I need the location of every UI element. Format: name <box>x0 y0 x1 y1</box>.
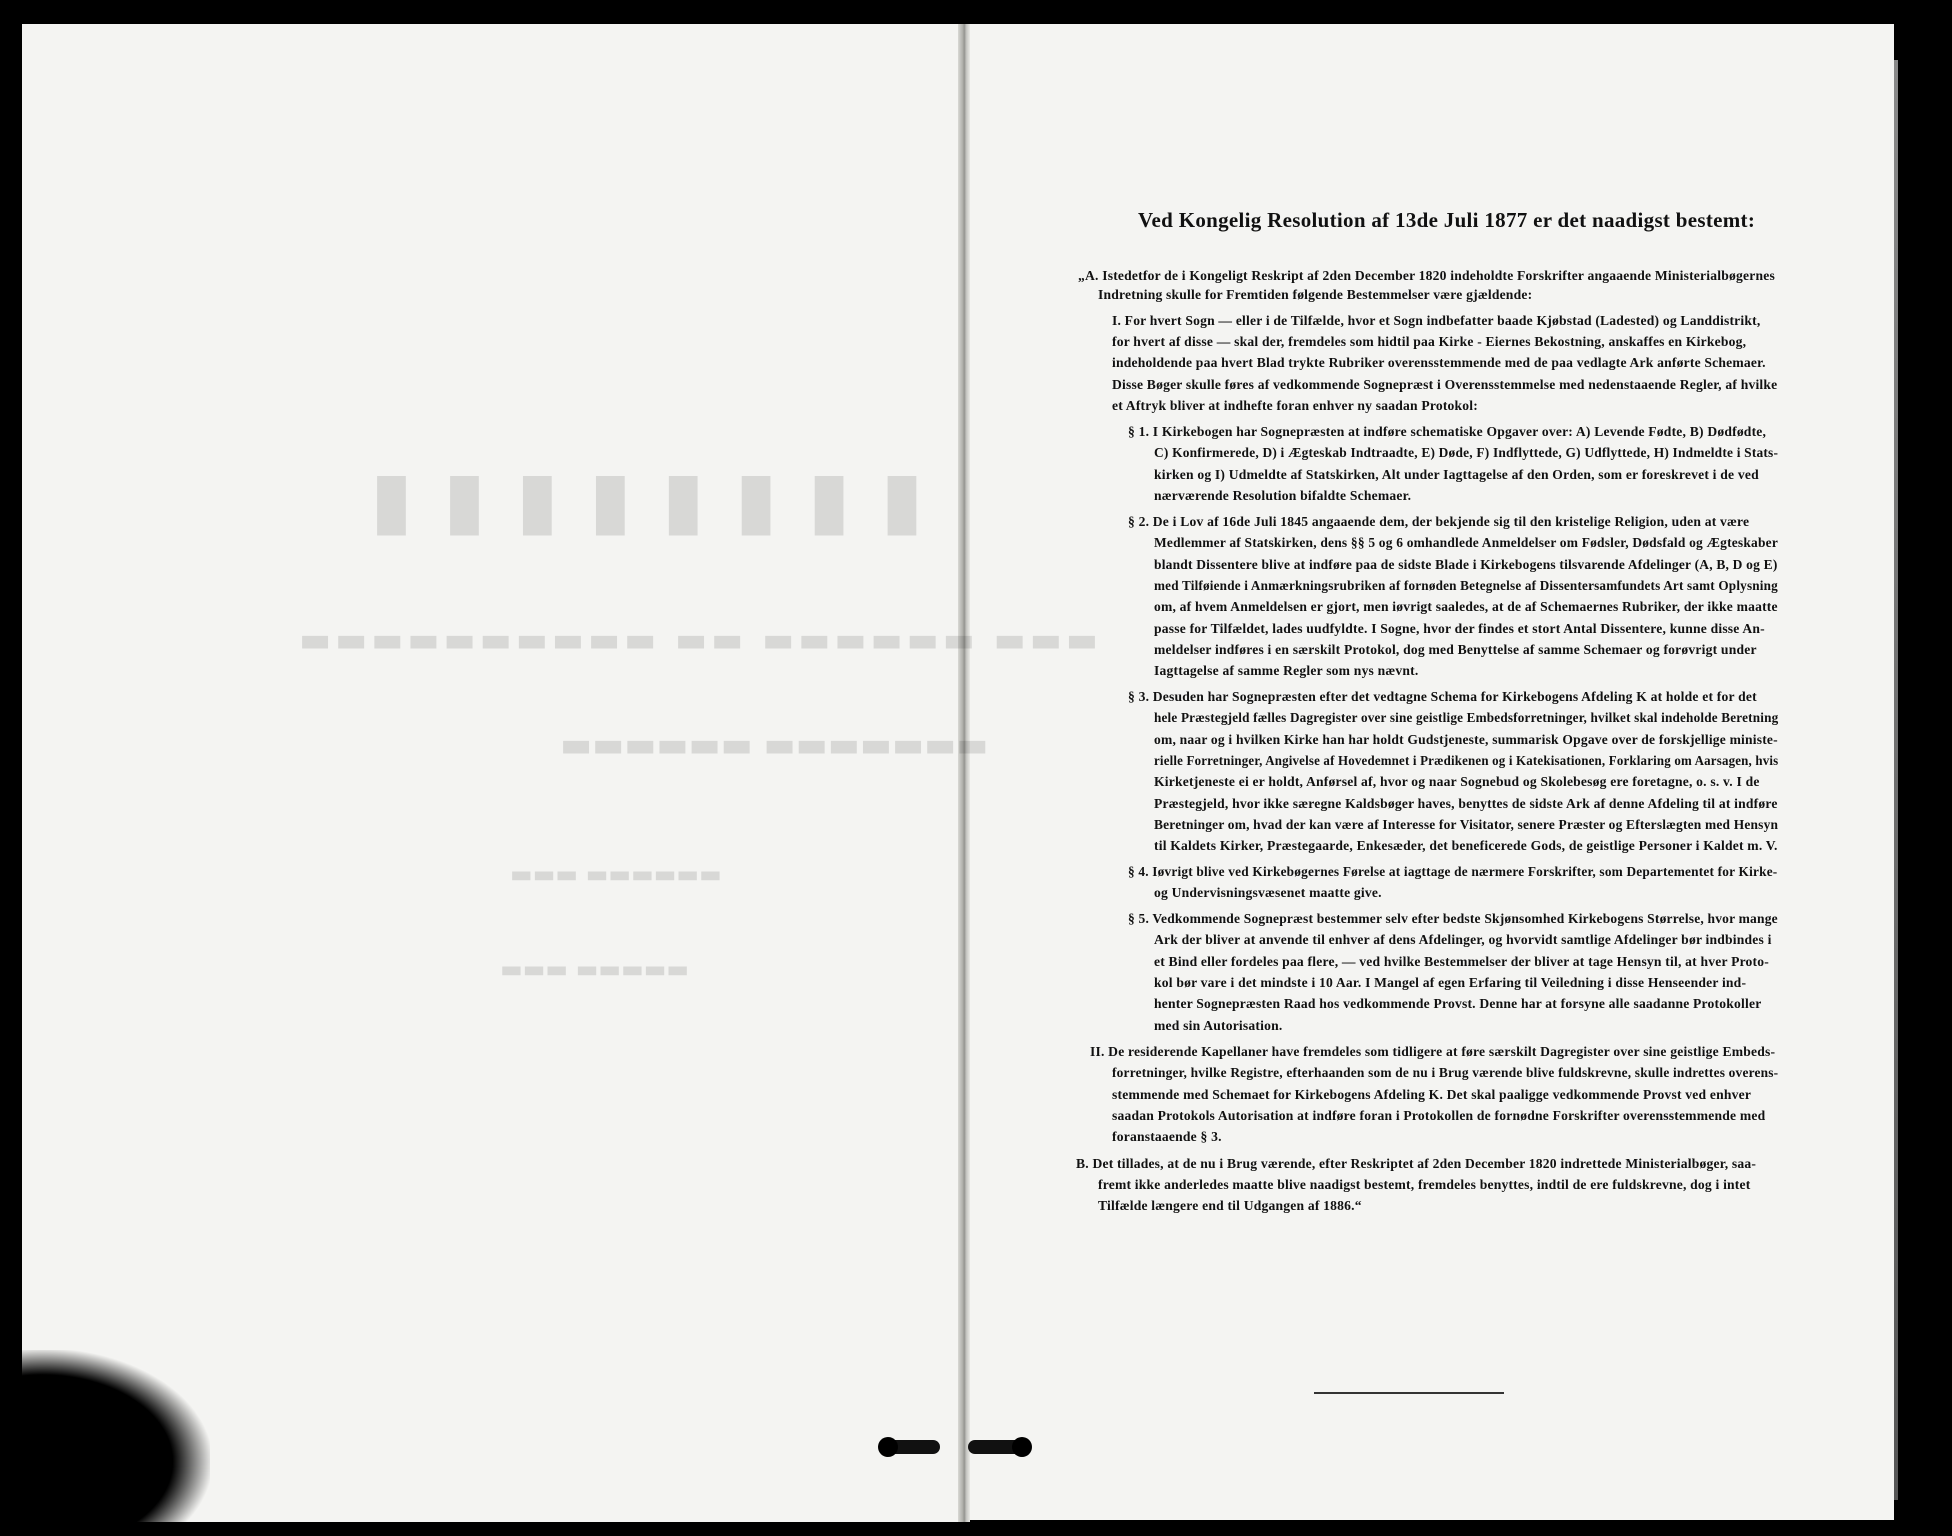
text-line: § 4. Iøvrigt blive ved Kirkebøgernes Førelse at iagttage de nærmere Forskrifter, som Departementet for Kirke- <box>1128 864 1778 879</box>
text-line: „A. Istedetfor de i Kongeligt Reskript af 2den December 1820 indeholdte Forskrifter angaaende Ministerialbøgernes <box>1078 268 1775 283</box>
text-line: saadan Protokols Autorisation at indføre foran i Protokollen de fornødne Forskrifter overensstemmende med <box>1112 1108 1766 1123</box>
text-line: Disse Bøger skulle føres af vedkommende Sognepræst i Overensstemmelse med nedenstaaende Regler, af hvilke <box>1112 377 1778 392</box>
resolution-heading: Ved Kongelig Resolution af 13de Juli 1877 er det naadigst bestemt: <box>1138 208 1756 232</box>
text-line: C) Konfirmerede, D) i Ægteskab Indtraadte, E) Døde, F) Indflyttede, G) Udflyttede, H) Indmeldte i Stats- <box>1154 445 1779 460</box>
text-line: § 1. I Kirkebogen har Sognepræsten at indføre schematiske Opgaver over: A) Levende Fødte, B) Dødfødte, <box>1128 424 1767 439</box>
bleed-through-line: ▬▬▬▬▬▬ ▬▬▬ <box>510 860 722 888</box>
text-line: § 5. Vedkommende Sognepræst bestemmer selv efter bedste Skjønsomhed Kirkebogens Størrelse, hvor mange <box>1128 911 1778 926</box>
text-line: Medlemmer af Statskirken, dens §§ 5 og 6 omhandlede Anmeldelser om Fødsler, Dødsfald og Ægteskaber <box>1154 535 1779 550</box>
bleed-through-line: ▬▬▬ ▬▬▬▬▬▬ ▬▬ ▬▬▬▬▬▬▬▬▬▬ <box>295 620 1099 660</box>
bleed-through-line: ▬▬▬▬▬▬▬ ▬▬▬▬▬▬ <box>560 725 989 765</box>
text-line: B. Det tillades, at de nu i Brug værende, efter Reskriptet af 2den December 1820 indrettede Ministerialbøger, saa- <box>1076 1156 1757 1171</box>
text-line: med sin Autorisation. <box>1154 1018 1283 1033</box>
bleed-through-title: ▮▮▮▮▮▮▮▮ <box>340 455 924 545</box>
text-line: om, af hvem Anmeldelsen er gjort, men iøvrigt saaledes, at de af Schemaernes Rubriker, der ikke maatte <box>1154 599 1778 614</box>
binding-gutter <box>958 24 970 1522</box>
bleed-through-line: ▬▬▬▬▬ ▬▬▬ <box>500 955 690 983</box>
text-line: passe for Tilfældet, lades uudfyldte. I Sogne, hvor der findes et stort Antal Dissentere, kunne disse An- <box>1154 621 1765 636</box>
right-page <box>968 24 1894 1520</box>
left-page <box>22 24 962 1522</box>
text-line: for hvert af disse — skal der, fremdeles som hidtil paa Kirke - Eiernes Bekostning, anskaffes en Kirkebog, <box>1112 334 1747 349</box>
text-line: Ark der bliver at anvende til enhver af dens Afdelinger, og hvorvidt samtlige Afdelinger bør indbindes i <box>1154 932 1772 947</box>
closing-rule <box>1314 1392 1504 1394</box>
text-line: om, naar og i hvilken Kirke han har holdt Gudstjeneste, summarisk Opgave over de forskjellige ministe- <box>1154 732 1778 747</box>
text-line: Indretning skulle for Fremtiden følgende Bestemmelser være gjældende: <box>1098 287 1533 302</box>
text-line: I. For hvert Sogn — eller i de Tilfælde, hvor et Sogn indbefatter baade Kjøbstad (Ladested) og Landdistrikt, <box>1112 313 1761 328</box>
text-line: fremt ikke anderledes maatte blive naadigst bestemt, fremdeles benyttes, indtil de ere fuldskrevne, dog i intet <box>1098 1177 1751 1192</box>
text-line: et Bind eller fordeles paa flere, — ved hvilke Bestemmelser der bliver at tage Hensyn til, at hver Proto- <box>1154 954 1770 969</box>
text-line: indeholdende paa hvert Blad trykte Rubriker overensstemmende med de paa vedlagte Ark anførte Schemaer. <box>1112 355 1766 370</box>
text-line: rielle Forretninger, Angivelse af Hovedemnet i Prædikenen og i Katekisationen, Forklaring om Aarsagen, hvis <box>1154 753 1779 768</box>
text-line: II. De residerende Kapellaner have fremdeles som tidligere at føre særskilt Dagregister over sine geistlige Embeds- <box>1090 1044 1776 1059</box>
text-line: kol bør vare i det mindste i 10 Aar. I Mangel af egen Erfaring til Veiledning i disse Henseender ind- <box>1154 975 1747 990</box>
text-line: Præstegjeld, hvor ikke særegne Kaldsbøger haves, benyttes de sidste Ark af denne Afdeling til at indføre <box>1154 796 1778 811</box>
clasp-rivet <box>1012 1437 1032 1457</box>
text-line: hele Præstegjeld fælles Dagregister over sine geistlige Embedsforretninger, hvilket skal indeholde Beretning <box>1154 710 1779 725</box>
text-line: nærværende Resolution bifaldte Schemaer. <box>1154 488 1412 503</box>
text-line: § 2. De i Lov af 16de Juli 1845 angaaende dem, der bekjende sig til den kristelige Religion, uden at være <box>1128 514 1750 529</box>
text-line: et Aftryk bliver at indhefte foran enhver ny saadan Protokol: <box>1112 398 1479 413</box>
text-line: Beretninger om, hvad der kan være af Interesse for Visitator, senere Præster og Efterslægten med Hensyn <box>1154 817 1779 832</box>
text-line: § 3. Desuden har Sognepræsten efter det vedtagne Schema for Kirkebogens Afdeling K at holde et for det <box>1128 689 1757 704</box>
text-line: Kirketjeneste ei er holdt, Anførsel af, hvor og naar Sognebud og Skolebesøg ere foretagne, o. s. v. I de <box>1154 774 1760 789</box>
text-line: henter Sognepræsten Raad hos vedkommende Provst. Denne har at forsyne alle saadanne Protokoller <box>1154 996 1762 1011</box>
text-line: blandt Dissentere blive at indføre paa de sidste Blade i Kirkebogens tilsvarende Afdelinger (A, B, D og E) <box>1154 557 1778 572</box>
text-line: til Kaldets Kirker, Præstegaarde, Enkesæder, det beneficerede Gods, de geistlige Personer i Kaldet m. V. <box>1154 838 1778 853</box>
text-line: med Tilføiende i Anmærkningsrubriken af fornøden Betegnelse af Dissentersamfundets Art samt Oplysning <box>1154 578 1778 593</box>
text-line: Iagttagelse af samme Regler som nys nævnt. <box>1154 663 1419 678</box>
text-line: forretninger, hvilke Registre, efterhaanden som de nu i Brug værende blive fuldskrevne, skulle indrettes overens- <box>1112 1065 1779 1080</box>
page-damage <box>0 1350 210 1536</box>
clasp-rivet <box>878 1437 898 1457</box>
page-edge <box>1894 60 1898 1500</box>
text-line: foranstaaende § 3. <box>1112 1129 1222 1144</box>
text-line: og Undervisningsvæsenet maatte give. <box>1154 885 1382 900</box>
text-line: kirken og I) Udmeldte af Statskirken, Alt under Iagttagelse af den Orden, som er foreskrevet i de ved <box>1154 467 1759 482</box>
text-line: stemmende med Schemaet for Kirkebogens Afdeling K. Det skal paaligge vedkommende Provst ved enhver <box>1112 1087 1752 1102</box>
text-line: meldelser indføres i en særskilt Protokol, dog med Benyttelse af samme Schemaer og forøvrigt under <box>1154 642 1757 657</box>
text-line: Tilfælde længere end til Udgangen af 1886.“ <box>1098 1198 1362 1213</box>
